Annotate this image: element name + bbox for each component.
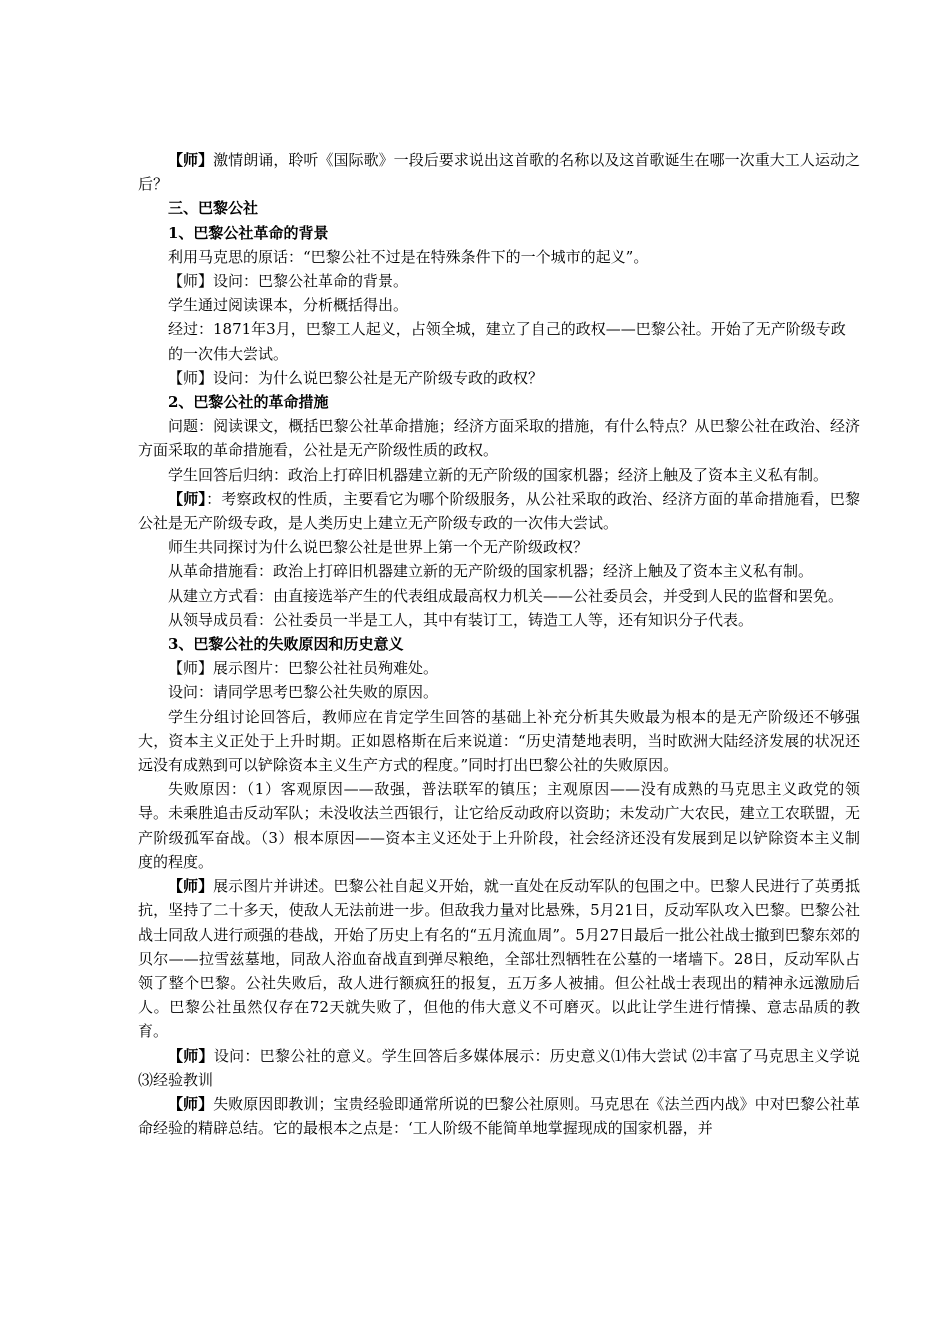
paragraph-text: 设问：请同学思考巴黎公社失败的原因。 bbox=[168, 683, 439, 702]
paragraph-text: 1、巴黎公社革命的背景 bbox=[168, 223, 329, 242]
paragraph bbox=[138, 487, 860, 535]
paragraph bbox=[138, 584, 860, 608]
paragraph bbox=[138, 245, 860, 269]
paragraph-text: 从领导成员看：公社委员一半是工人，其中有装订工，铸造工人等，还有知识分子代表。 bbox=[168, 610, 754, 629]
paragraph-text: 问题：阅读课文，概括巴黎公社革命措施；经济方面采取的措施，有什么特点？从巴黎公社在政治、经济方面采取的革命措施看，公社是无产阶级性质的政权。 bbox=[138, 417, 860, 460]
paragraph-text: 从革命措施看：政治上打碎旧机器建立新的无产阶级的国家机器；经济上触及了资本主义私有制。 bbox=[168, 562, 814, 581]
document-page bbox=[138, 148, 860, 1140]
paragraph bbox=[138, 874, 860, 1043]
teacher-tag: 【师】 bbox=[168, 1094, 214, 1113]
paragraph-text: 【师】展示图片：巴黎公社社员殉难处。 bbox=[168, 659, 439, 678]
paragraph-text: 【师】设问：巴黎公社革命的背景。 bbox=[168, 272, 409, 291]
paragraph-text: ：考察政权的性质，主要看它为哪个阶级服务，从公社采取的政治、经济方面的革命措施看，巴黎公社是无产阶级专政，是人类历史上建立无产阶级专政的一次伟大尝试。 bbox=[138, 489, 860, 533]
section-heading bbox=[138, 632, 860, 656]
paragraph-text: 激情朗诵，聆听《国际歌》一段后要求说出这首歌的名称以及这首歌诞生在哪一次重大工人运动之后？ bbox=[138, 151, 860, 194]
paragraph-text: 失败原因即教训；宝贵经验即通常所说的巴黎公社原则。马克思在《法兰西内战》中对巴黎公社革命经验的精辟总结。它的最根本之点是：‘工人阶级不能简单地掌握现成的国家机器，并 bbox=[138, 1094, 860, 1138]
paragraph bbox=[138, 269, 860, 293]
paragraph-text: 师生共同探讨为什么说巴黎公社是世界上第一个无产阶级政权？ bbox=[168, 538, 589, 557]
paragraph bbox=[138, 366, 860, 390]
paragraph bbox=[138, 293, 860, 317]
section-heading bbox=[138, 221, 860, 245]
paragraph-text: 失败原因：（1）客观原因——敌强，普法联军的镇压；主观原因——没有成熟的马克思主义政党的领导。未乘胜追击反动军队；未没收法兰西银行，让它给反动政府以资助；未发动广大农民，建立工农联盟，无产阶级孤军奋战。（3）根本原因——资本主义还处于上升阶段，社会经济还没有发展到足以铲除资本主义制度的程度。 bbox=[138, 780, 860, 871]
paragraph-text: 设问：巴黎公社的意义。学生回答后多媒体展示：历史意义⑴伟大尝试 ⑵丰富了马克思主义学说 ⑶经验教训 bbox=[138, 1046, 860, 1089]
paragraph-text: 从建立方式看：由直接选举产生的代表组成最高权力机关——公社委员会，并受到人民的监督和罢免。 bbox=[168, 586, 844, 605]
section-heading bbox=[138, 196, 860, 220]
paragraph bbox=[138, 680, 860, 704]
paragraph-text: 利用马克思的原话：“巴黎公社不过是在特殊条件下的一个城市的起义”。 bbox=[168, 247, 649, 266]
paragraph bbox=[138, 777, 860, 874]
paragraph-text: 2、巴黎公社的革命措施 bbox=[168, 393, 329, 412]
paragraph-text: 【师】设问：为什么说巴黎公社是无产阶级专政的政权？ bbox=[168, 368, 544, 387]
paragraph bbox=[138, 414, 860, 462]
paragraph-text: 学生回答后归纳：政治上打碎旧机器建立新的无产阶级的国家机器；经济上触及了资本主义私有制。 bbox=[168, 465, 829, 484]
paragraph-text: 学生通过阅读课本，分析概括得出。 bbox=[168, 296, 409, 315]
paragraph-text: 经过：1871年3月，巴黎工人起义，占领全城，建立了自己的政权——巴黎公社。开始了无产阶级专政的一次伟大尝试。 bbox=[168, 320, 846, 363]
paragraph bbox=[138, 1092, 860, 1140]
paragraph bbox=[138, 317, 860, 365]
paragraph bbox=[138, 656, 860, 680]
paragraph-text: 三、巴黎公社 bbox=[168, 199, 259, 218]
paragraph bbox=[138, 559, 860, 583]
paragraph bbox=[138, 705, 860, 778]
teacher-tag: 【师】 bbox=[168, 151, 214, 169]
paragraph bbox=[138, 535, 860, 559]
section-heading bbox=[138, 390, 860, 414]
paragraph-text: 展示图片并讲述。巴黎公社自起义开始，就一直处在反动军队的包围之中。巴黎人民进行了英勇抵抗，坚持了二十多天，使敌人无法前进一步。但敌我力量对比悬殊，5月21日，反动军队攻入巴黎。巴黎公社战士同敌人进行顽强的巷战，开始了历史上有名的“五月流血周”。5月27日最后一批公社战士撤到巴黎东郊的贝尔——拉雪兹墓地，同敌人浴血奋战直到弹尽粮绝，全部壮烈牺牲在公墓的一堵墙下。28日，反动军队占领了整个巴黎。公社失败后，敌人进行额疯狂的报复，五万多人被捕。但公社战士表现出的精神永远激励后人。巴黎公社虽然仅存在72天就失败了，但他的伟大意义不可磨灭。以此让学生进行情操、意志品质的教育。 bbox=[138, 877, 860, 1041]
paragraph-text: 3、巴黎公社的失败原因和历史意义 bbox=[168, 635, 404, 654]
teacher-tag: 【师】 bbox=[168, 489, 207, 508]
paragraph-text: 学生分组讨论回答后，教师应在肯定学生回答的基础上补充分析其失败最为根本的是无产阶级还不够强大，资本主义正处于上升时期。正如恩格斯在后来说道：“历史清楚地表明，当时欧洲大陆经济发展的状况还远没有成熟到可以铲除资本主义生产方式的程度。”同时打出巴黎公社的失败原因。 bbox=[138, 707, 860, 775]
teacher-tag: 【师】 bbox=[168, 1046, 214, 1065]
paragraph bbox=[138, 608, 860, 632]
paragraph bbox=[138, 1044, 860, 1092]
paragraph bbox=[138, 463, 860, 487]
teacher-tag: 【师】 bbox=[168, 877, 214, 896]
paragraph bbox=[138, 148, 860, 196]
